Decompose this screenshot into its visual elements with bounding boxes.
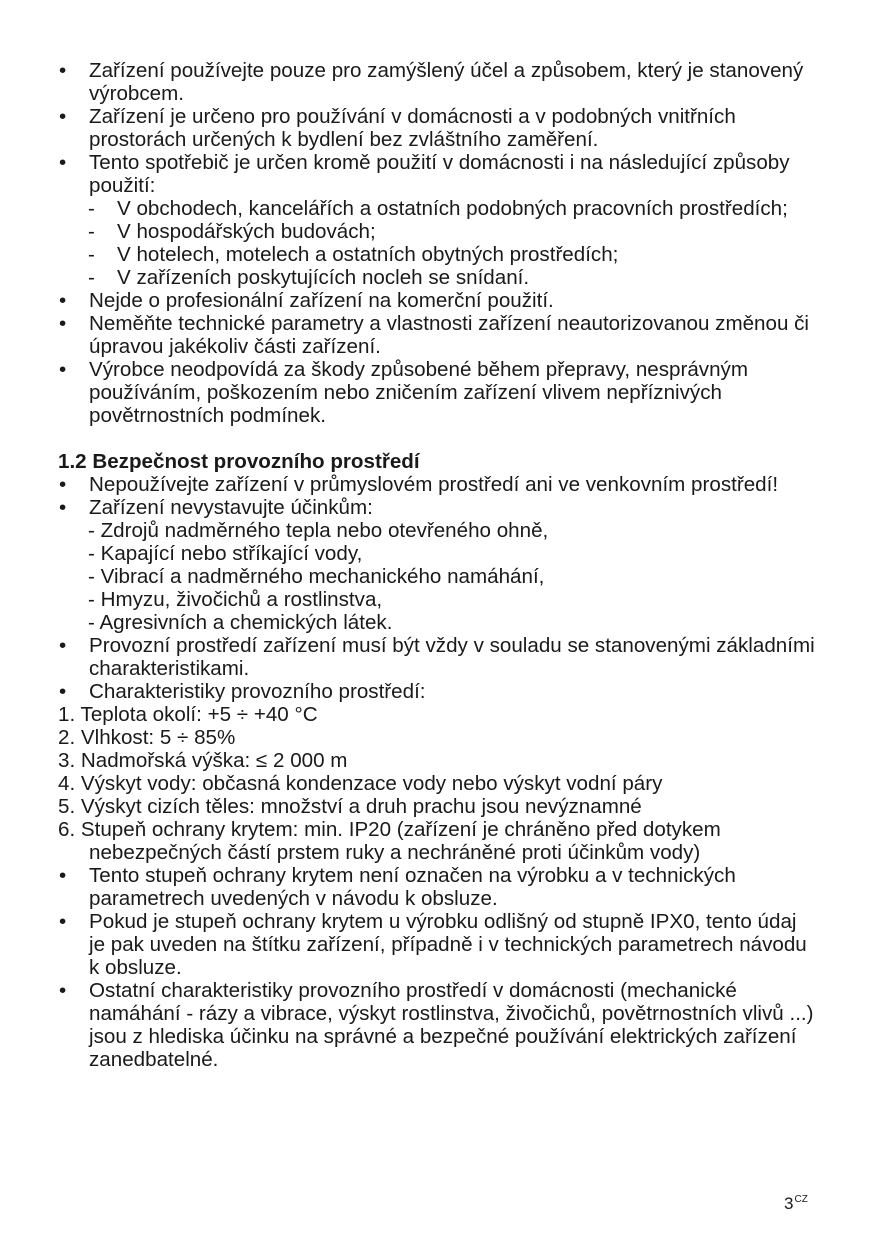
document-page — [58, 59, 818, 1071]
characteristic-item: 4. Výskyt vody: občasná kondenzace vody nebo výskyt vodní páry — [58, 772, 663, 795]
list-item: • Provozní prostředí zařízení musí být vždy v souladu se stanovenými základními charakteristikami. — [58, 634, 818, 680]
section-heading: 1.2 Bezpečnost provozního prostředí — [58, 450, 420, 473]
characteristic-item: 2. Vlhkost: 5 ÷ 85% — [58, 726, 236, 749]
influence-item: - Agresivních a chemických látek. — [88, 611, 393, 634]
language-code: CZ — [794, 1194, 808, 1205]
list-item: • Neměňte technické parametry a vlastnosti zařízení neautorizovanou změnou či úpravou jakékoliv části zařízení. — [58, 312, 818, 358]
influence-item: - Zdrojů nadměrného tepla nebo otevřeného ohně, — [88, 519, 549, 542]
list-item: • Zařízení nevystavujte účinkům: — [58, 496, 818, 519]
sub-list-item: - V obchodech, kancelářích a ostatních podobných pracovních prostředích; — [58, 197, 818, 220]
list-item: • Tento stupeň ochrany krytem není označen na výrobku a v technických parametrech uvedených v návodu k obsluze. — [58, 864, 818, 910]
list-item: • Pokud je stupeň ochrany krytem u výrobku odlišný od stupně IPX0, tento údaj je pak uveden na štítku zařízení, případně i v technických parametrech návodu k obsluze. — [58, 910, 818, 979]
influence-item: - Kapající nebo stříkající vody, — [88, 542, 363, 565]
list-item: • Tento spotřebič je určen kromě použití v domácnosti i na následující způsoby použití: — [58, 151, 818, 197]
characteristic-item: 1. Teplota okolí: +5 ÷ +40 °C — [58, 703, 318, 726]
influence-item: - Vibrací a nadměrného mechanického namáhání, — [88, 565, 545, 588]
list-item: • Charakteristiky provozního prostředí: — [58, 680, 818, 703]
list-item: • Zařízení je určeno pro používání v domácnosti a v podobných vnitřních prostorách určených k bydlení bez zvláštního zaměření. — [58, 105, 818, 151]
list-item: • Ostatní charakteristiky provozního prostředí v domácnosti (mechanické namáhání - rázy a vibrace, výskyt rostlinstva, živočichů, povětrnostních vlivů ...) jsou z hlediska účinku na správné a bezpečné používání elektrických zařízení zanedbatelné. — [58, 979, 818, 1071]
influence-item: - Hmyzu, živočichů a rostlinstva, — [88, 588, 383, 611]
list-item: • Nepoužívejte zařízení v průmyslovém prostředí ani ve venkovním prostředí! — [58, 473, 818, 496]
page-number-value: 3 — [784, 1194, 794, 1213]
characteristic-item: 3. Nadmořská výška: ≤ 2 000 m — [58, 749, 348, 772]
spacer — [58, 427, 818, 450]
list-item: • Zařízení používejte pouze pro zamýšlený účel a způsobem, který je stanovený výrobcem. — [58, 59, 818, 105]
sub-list-item: - V zařízeních poskytujících nocleh se snídaní. — [58, 266, 818, 289]
characteristic-item: 6. Stupeň ochrany krytem: min. IP20 (zařízení je chráněno před dotykem nebezpečných částí prstem ruky a nechráněné proti účinkům vody) — [58, 818, 721, 864]
sub-list-item: - V hotelech, motelech a ostatních obytných prostředích; — [58, 243, 818, 266]
page-number — [784, 1188, 808, 1215]
list-item: • Výrobce neodpovídá za škody způsobené během přepravy, nesprávným používáním, poškozením nebo zničením zařízení vlivem nepříznivých povětrnostních podmínek. — [58, 358, 818, 427]
characteristic-item: 5. Výskyt cizích těles: množství a druh prachu jsou nevýznamné — [58, 795, 642, 818]
list-item: • Nejde o profesionální zařízení na komerční použití. — [58, 289, 818, 312]
sub-list-item: - V hospodářských budovách; — [58, 220, 818, 243]
